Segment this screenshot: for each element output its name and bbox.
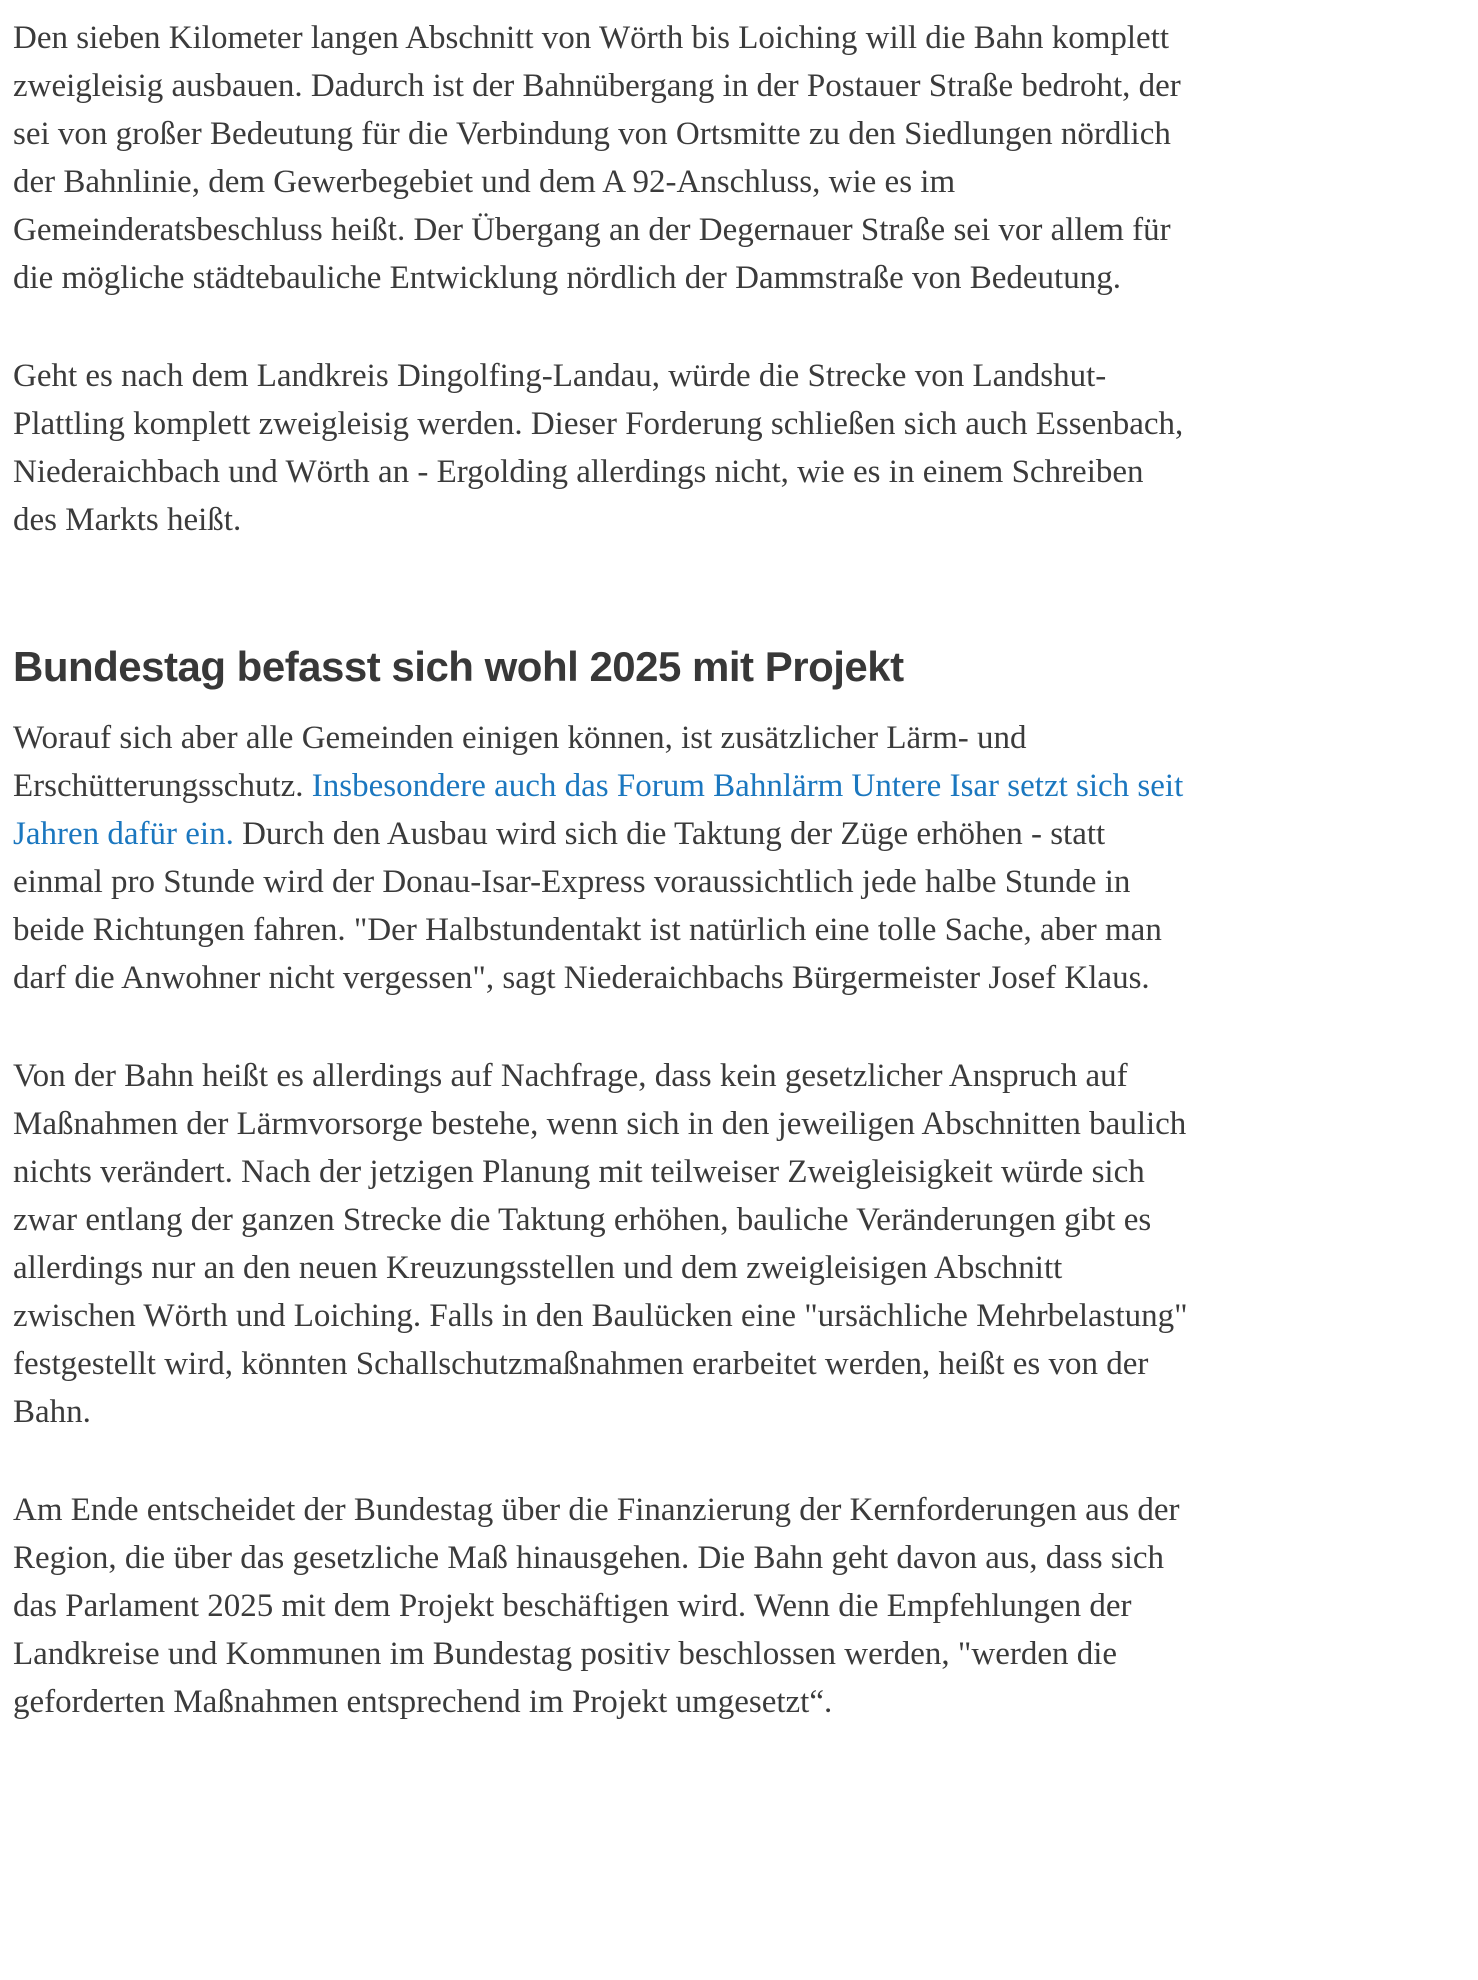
article-body [13,14,1188,1726]
paragraph-rail-section: Den sieben Kilometer langen Abschnitt von Wörth bis Loiching will die Bahn komplett zweigleisig ausbauen. Dadurch ist der Bahnübergang in der Postauer Straße bedroht, der sei von großer Bedeutung für die Verbindung von Ortsmitte zu den Siedlungen nördlich der Bahnlinie, dem Gewerbegebiet und dem A 92-Anschluss, wie es im Gemeinderatsbeschluss heißt. Der Übergang an der Degernauer Straße sei vor allem für die mögliche städtebauliche Entwicklung nördlich der Dammstraße von Bedeutung. [13,20,1181,296]
paragraph-bundestag-financing: Am Ende entscheidet der Bundestag über die Finanzierung der Kernforderungen aus der Region, die über das gesetzliche Maß hinausgehen. Die Bahn geht davon aus, dass sich das Parlament 2025 mit dem Projekt beschäftigen wird. Wenn die Empfehlungen der Landkreise und Kommunen im Bundestag positiv beschlossen werden, "werden die geforderten Maßnahmen entsprechend im Projekt umgesetzt“. [13,1492,1180,1720]
paragraph-text-before-link: Worauf sich aber alle Gemeinden einigen können, ist zusätzlicher Lärm- und Erschütterungsschutz. [13,720,1027,804]
forum-bahnlaerm-link[interactable]: Insbesondere auch das Forum Bahnlärm Untere Isar setzt sich seit Jahren dafür ein. [13,768,1184,852]
section-heading: Bundestag befasst sich wohl 2025 mit Projekt [13,643,904,690]
paragraph-landkreis-demand: Geht es nach dem Landkreis Dingolfing-Landau, würde die Strecke von Landshut-Plattling komplett zweigleisig werden. Dieser Forderung schließen sich auch Essenbach, Niederaichbach und Wörth an - Ergolding allerdings nicht, wie es in einem Schreiben des Markts heißt. [13,358,1184,538]
paragraph-noise-protection [13,714,1188,1002]
paragraph-text-after-link: Durch den Ausbau wird sich die Taktung der Züge erhöhen - statt einmal pro Stunde wird der Donau-Isar-Express voraussichtlich jede halbe Stunde in beide Richtungen fahren. "Der Halbstundentakt ist natürlich eine tolle Sache, aber man darf die Anwohner nicht vergessen", sagt Niederaichbachs Bürgermeister Josef Klaus. [13,816,1162,996]
paragraph-bahn-response: Von der Bahn heißt es allerdings auf Nachfrage, dass kein gesetzlicher Anspruch auf Maßnahmen der Lärmvorsorge bestehe, wenn sich in den jeweiligen Abschnitten baulich nichts verändert. Nach der jetzigen Planung mit teilweiser Zweigleisigkeit würde sich zwar entlang der ganzen Strecke die Taktung erhöhen, bauliche Veränderungen gibt es allerdings nur an den neuen Kreuzungsstellen und dem zweigleisigen Abschnitt zwischen Wörth und Loiching. Falls in den Baulücken eine "ursächliche Mehrbelastung" festgestellt wird, könnten Schallschutzmaßnahmen erarbeitet werden, heißt es von der Bahn. [13,1058,1188,1430]
